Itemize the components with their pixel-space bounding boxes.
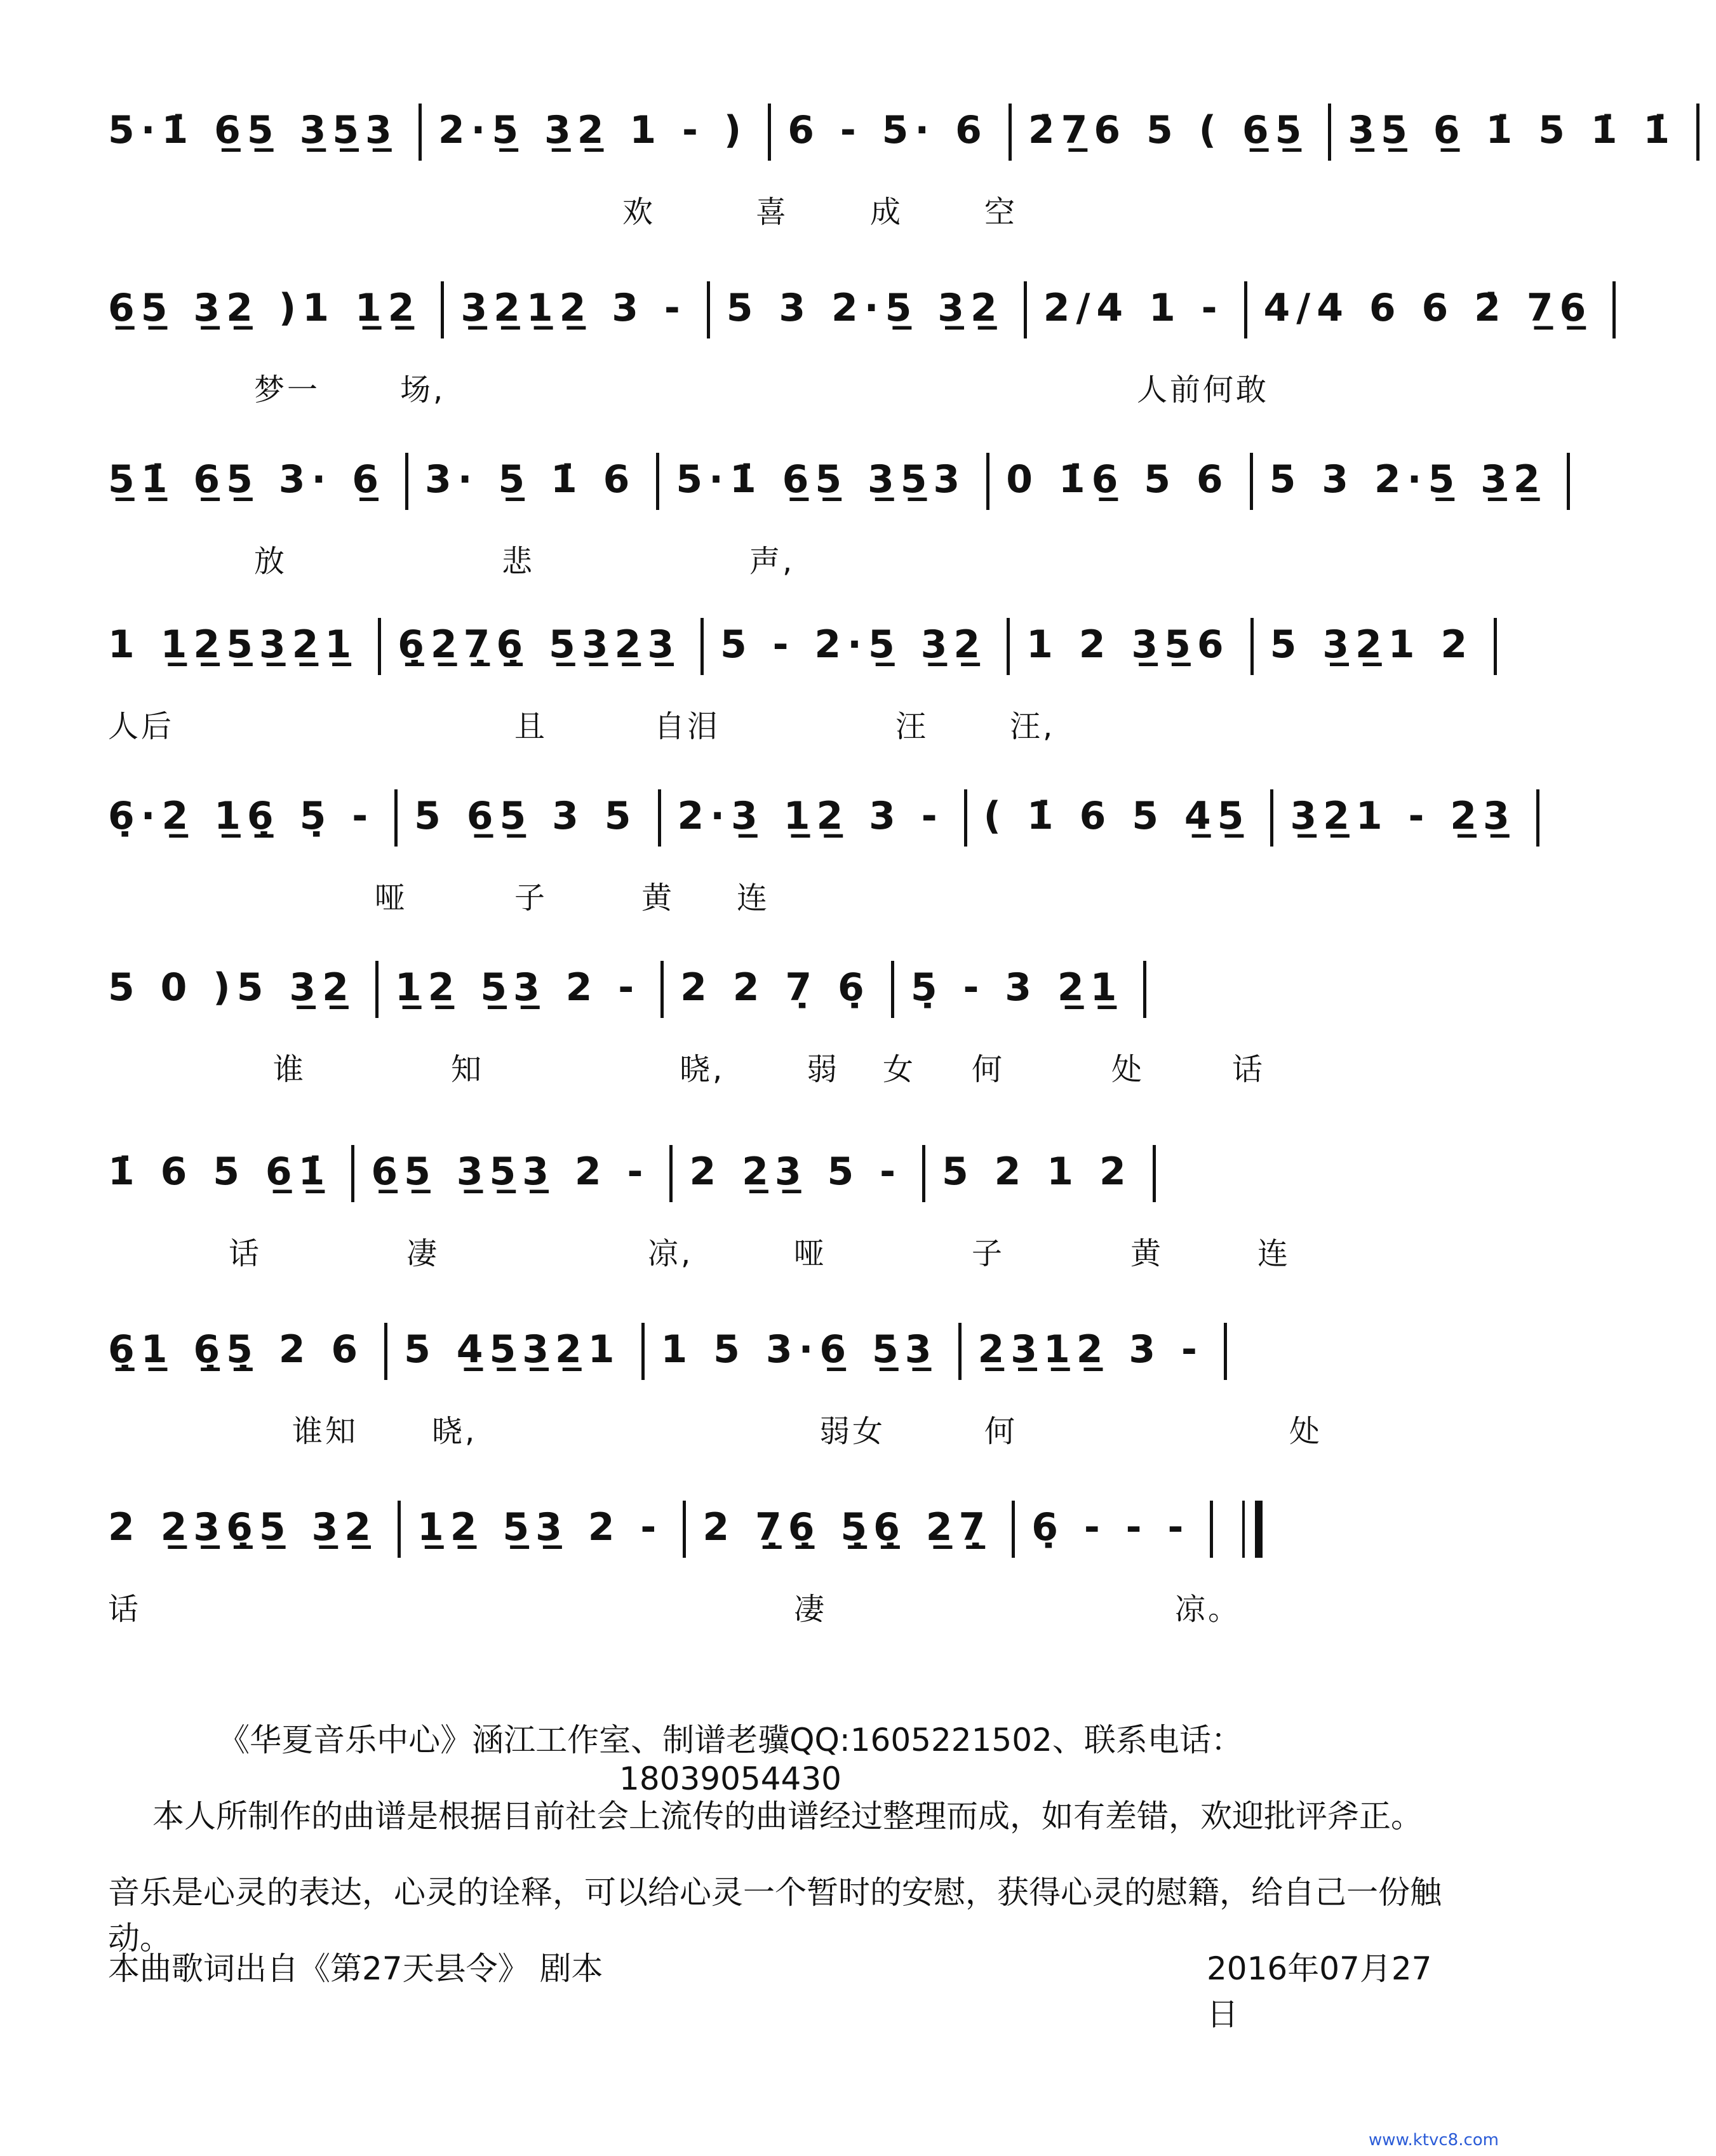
measure: 3̲5̲ 6̲ 1̇ 5 1̇ 1̇ — [1348, 108, 1677, 152]
notes-line — [108, 445, 1546, 514]
lyric: 喜 — [756, 194, 789, 230]
bar-line — [1696, 104, 1699, 161]
notes-line — [108, 610, 1474, 680]
footer-source: 本曲歌词出自《第27天县令》 剧本 — [108, 1950, 603, 1987]
lyric: 哑 — [794, 1236, 828, 1271]
bar-line — [1244, 281, 1247, 338]
lyric: 谁知 — [292, 1414, 359, 1449]
measure: 6̣̲2̲7̣̲6̣̲ 5̲3̲2̲3̲ — [398, 622, 680, 667]
lyric: 凉。 — [1175, 1591, 1242, 1627]
measure: 5 2 1 2 — [942, 1149, 1132, 1194]
measure: 3· 5̲ 1̇ 6 — [424, 457, 636, 502]
measure: 5̣ - 3 2̲1̲ — [910, 965, 1123, 1010]
measure: 1 5 3·6̲ 5̲3̲ — [660, 1327, 938, 1372]
measure: 2 2̲3̲ 5 - — [689, 1149, 902, 1194]
bar-line — [1250, 453, 1253, 510]
lyrics-line — [108, 187, 1429, 238]
lyric: 话 — [1232, 1052, 1266, 1087]
lyric: 放 — [254, 544, 288, 579]
measure: 1̲2̲ 5̲3̲ 2 - — [394, 965, 641, 1010]
bar-line — [700, 618, 704, 675]
bar-line — [351, 1145, 354, 1202]
lyric: 连 — [737, 880, 770, 916]
bar-line — [378, 618, 381, 675]
lyric: 处 — [1111, 1052, 1145, 1087]
measure: 3̲2̲1̲2̲ 3 - — [460, 286, 687, 330]
measure: 6̣̲1̲ 6̣̲5̣̲ 2 6 — [108, 1327, 365, 1372]
lyric: 凄 — [406, 1236, 440, 1271]
measure: 5 6̲5̲ 3 5 — [414, 794, 638, 838]
lyric: 人前何敢 — [1137, 372, 1270, 408]
measure: 5 4̲5̲3̲2̲1 — [404, 1327, 621, 1372]
lyric: 欢 — [622, 194, 656, 230]
measure: 6̲5̲ 3̲5̲3̲ 2 - — [371, 1149, 650, 1194]
lyric: 晓, — [432, 1414, 478, 1449]
lyrics-line — [108, 873, 1429, 924]
lyric: 自泪 — [654, 709, 721, 744]
watermark: www.ktvc8.com — [1369, 2131, 1499, 2150]
lyrics-line — [108, 365, 1429, 416]
measure: 6 - 5· 6 — [788, 108, 988, 152]
bar-line — [986, 453, 989, 510]
bar-line — [1270, 789, 1273, 847]
bar-line — [1210, 1501, 1213, 1558]
lyric: 女 — [883, 1052, 916, 1087]
measure: 0 1̇6̲ 5 6 — [1006, 457, 1230, 502]
measure: 2·3̲ 1̲2̲ 3 - — [677, 794, 944, 838]
measure: 1 1̲2̲5̲3̲2̲1̲ — [108, 622, 358, 667]
lyric: 黄 — [1130, 1236, 1164, 1271]
bar-line — [891, 961, 894, 1018]
bar-line — [419, 104, 422, 161]
lyric: 连 — [1257, 1236, 1291, 1271]
notes-line — [108, 953, 1429, 1022]
bar-line — [958, 1323, 962, 1380]
measure: 2 7̣̲6̣̲ 5̣̲6̣̲ 2̲7̣̲ — [702, 1505, 992, 1550]
measure: 5 0 )5 3̲2̲ — [108, 965, 355, 1010]
bar-line — [1012, 1501, 1015, 1558]
measure: 5̲1̲̇ 6̲5̲ 3· 6̲ — [108, 457, 385, 502]
lyric: 何 — [972, 1052, 1005, 1087]
bar-line — [1567, 453, 1570, 510]
bar-line — [1153, 1145, 1156, 1202]
bar-line — [441, 281, 444, 338]
measure: 2 2 7̣ 6̣ — [680, 965, 871, 1010]
measure: 5 - 2·5̲ 3̲2̲ — [720, 622, 987, 667]
lyric: 汪, — [1010, 709, 1056, 744]
measure: 5·1̇ 6̲5̲ 3̲5̲3̲ — [108, 108, 398, 152]
lyrics-line — [108, 1229, 1429, 1280]
bar-line — [1009, 104, 1012, 161]
measure: 3̲2̲1 - 2̲3̲ — [1290, 794, 1516, 838]
bar-line — [1224, 1323, 1227, 1380]
measure: 1̲2̲ 5̲3̲ 2 - — [417, 1505, 663, 1550]
lyric: 凉, — [648, 1236, 694, 1271]
footer-note: 本人所制作的曲谱是根据目前社会上流传的曲谱经过整理而成，如有差错，欢迎批评斧正。 — [152, 1798, 1423, 1835]
lyric: 晓, — [680, 1052, 725, 1087]
lyric: 子 — [972, 1236, 1005, 1271]
bar-line — [1143, 961, 1146, 1018]
lyric: 哑 — [375, 880, 408, 916]
bar-line — [658, 789, 661, 847]
lyrics-line — [108, 1584, 1429, 1635]
lyric: 汪 — [895, 709, 929, 744]
bar-line — [1024, 281, 1027, 338]
measure: 2 2̲3̲6̣̲5̲ 3̲2̲ — [108, 1505, 378, 1550]
lyric: 人后 — [108, 709, 175, 744]
measure: 2/4 1 - — [1043, 286, 1224, 330]
lyric: 黄 — [641, 880, 675, 916]
bar-line — [922, 1145, 925, 1202]
bar-line — [660, 961, 664, 1018]
bar-line — [1494, 618, 1497, 675]
lyric: 话 — [229, 1236, 262, 1271]
notes-line — [108, 1137, 1429, 1207]
notes-line — [108, 1315, 1429, 1384]
bar-line — [683, 1501, 686, 1558]
measure: 5 3̲2̲1 2 — [1270, 622, 1474, 667]
footer-credit: 《华夏音乐中心》涵江工作室、制谱老骥QQ:1605221502、联系电话：18039054430 — [218, 1722, 1243, 1797]
lyric: 弱女 — [819, 1414, 886, 1449]
lyric: 话 — [108, 1591, 142, 1627]
measure: 2·5̲ 3̲2̲ 1 - ) — [438, 108, 748, 152]
lyric: 何 — [984, 1414, 1018, 1449]
bar-line — [1328, 104, 1331, 161]
lyric: 子 — [514, 880, 548, 916]
lyric: 场, — [400, 372, 446, 408]
lyric: 谁 — [273, 1052, 307, 1087]
bar-line — [707, 281, 710, 338]
measure: 5·1̇ 6̲5̲ 3̲5̲3 — [676, 457, 967, 502]
bar-line — [964, 789, 967, 847]
bar-line — [669, 1145, 673, 1202]
notes-line — [108, 1492, 1429, 1562]
lyric: 声, — [749, 544, 795, 579]
measure: 6̲5̲ 3̲2̲ )1 1̲2̲ — [108, 286, 421, 330]
lyric: 成 — [870, 194, 904, 230]
bar-line — [656, 453, 659, 510]
lyric: 梦一 — [254, 372, 321, 408]
measure: 6̣ - - - — [1031, 1505, 1190, 1550]
bar-line — [1250, 618, 1254, 675]
lyric: 空 — [984, 194, 1018, 230]
final-barline — [1242, 1501, 1263, 1558]
measure: 6̣·2̲ 1̲6̣̲ 5̣ - — [108, 794, 375, 838]
measure: ( 1̇ 6 5 4̲5̲ — [983, 794, 1250, 838]
lyric: 知 — [451, 1052, 485, 1087]
bar-line — [1612, 281, 1616, 338]
lyric: 弱 — [807, 1052, 840, 1087]
footer-date: 2016年07月27日 — [1207, 1950, 1432, 2033]
notes-line — [108, 273, 1593, 343]
lyrics-line — [108, 1045, 1429, 1095]
measure: 5 3 2·5̲ 3̲2̲ — [1269, 457, 1546, 502]
lyrics-line — [108, 702, 1429, 753]
lyrics-line — [108, 1407, 1429, 1457]
notes-line — [108, 781, 1516, 851]
bar-line — [768, 104, 771, 161]
measure: 4/4 6 6 2̇ 7̲6̲ — [1263, 286, 1593, 330]
lyric: 处 — [1289, 1414, 1323, 1449]
bar-line — [1536, 789, 1539, 847]
bar-line — [375, 961, 379, 1018]
measure: 2̇7̲6 5 ( 6̲5̲ — [1028, 108, 1308, 152]
notes-line — [108, 95, 1677, 165]
bar-line — [1007, 618, 1010, 675]
bar-line — [394, 789, 398, 847]
lyric: 且 — [514, 709, 548, 744]
bar-line — [641, 1323, 645, 1380]
measure: 1 2 3̲5̲6 — [1026, 622, 1230, 667]
measure: 5 3 2·5̲ 3̲2̲ — [726, 286, 1003, 330]
lyric: 凄 — [794, 1591, 828, 1627]
bar-line — [405, 453, 408, 510]
measure: 1̇ 6 5 6̲1̲̇ — [108, 1149, 332, 1194]
lyrics-line — [108, 537, 1429, 587]
measure: 2̲3̲1̲2̲ 3 - — [977, 1327, 1203, 1372]
footer-quote: 音乐是心灵的表达，心灵的诠释，可以给心灵一个暂时的安慰，获得心灵的慰籍，给自己一份触动。 — [108, 1874, 1442, 1957]
lyric: 悲 — [502, 544, 535, 579]
bar-line — [384, 1323, 387, 1380]
bar-line — [398, 1501, 401, 1558]
